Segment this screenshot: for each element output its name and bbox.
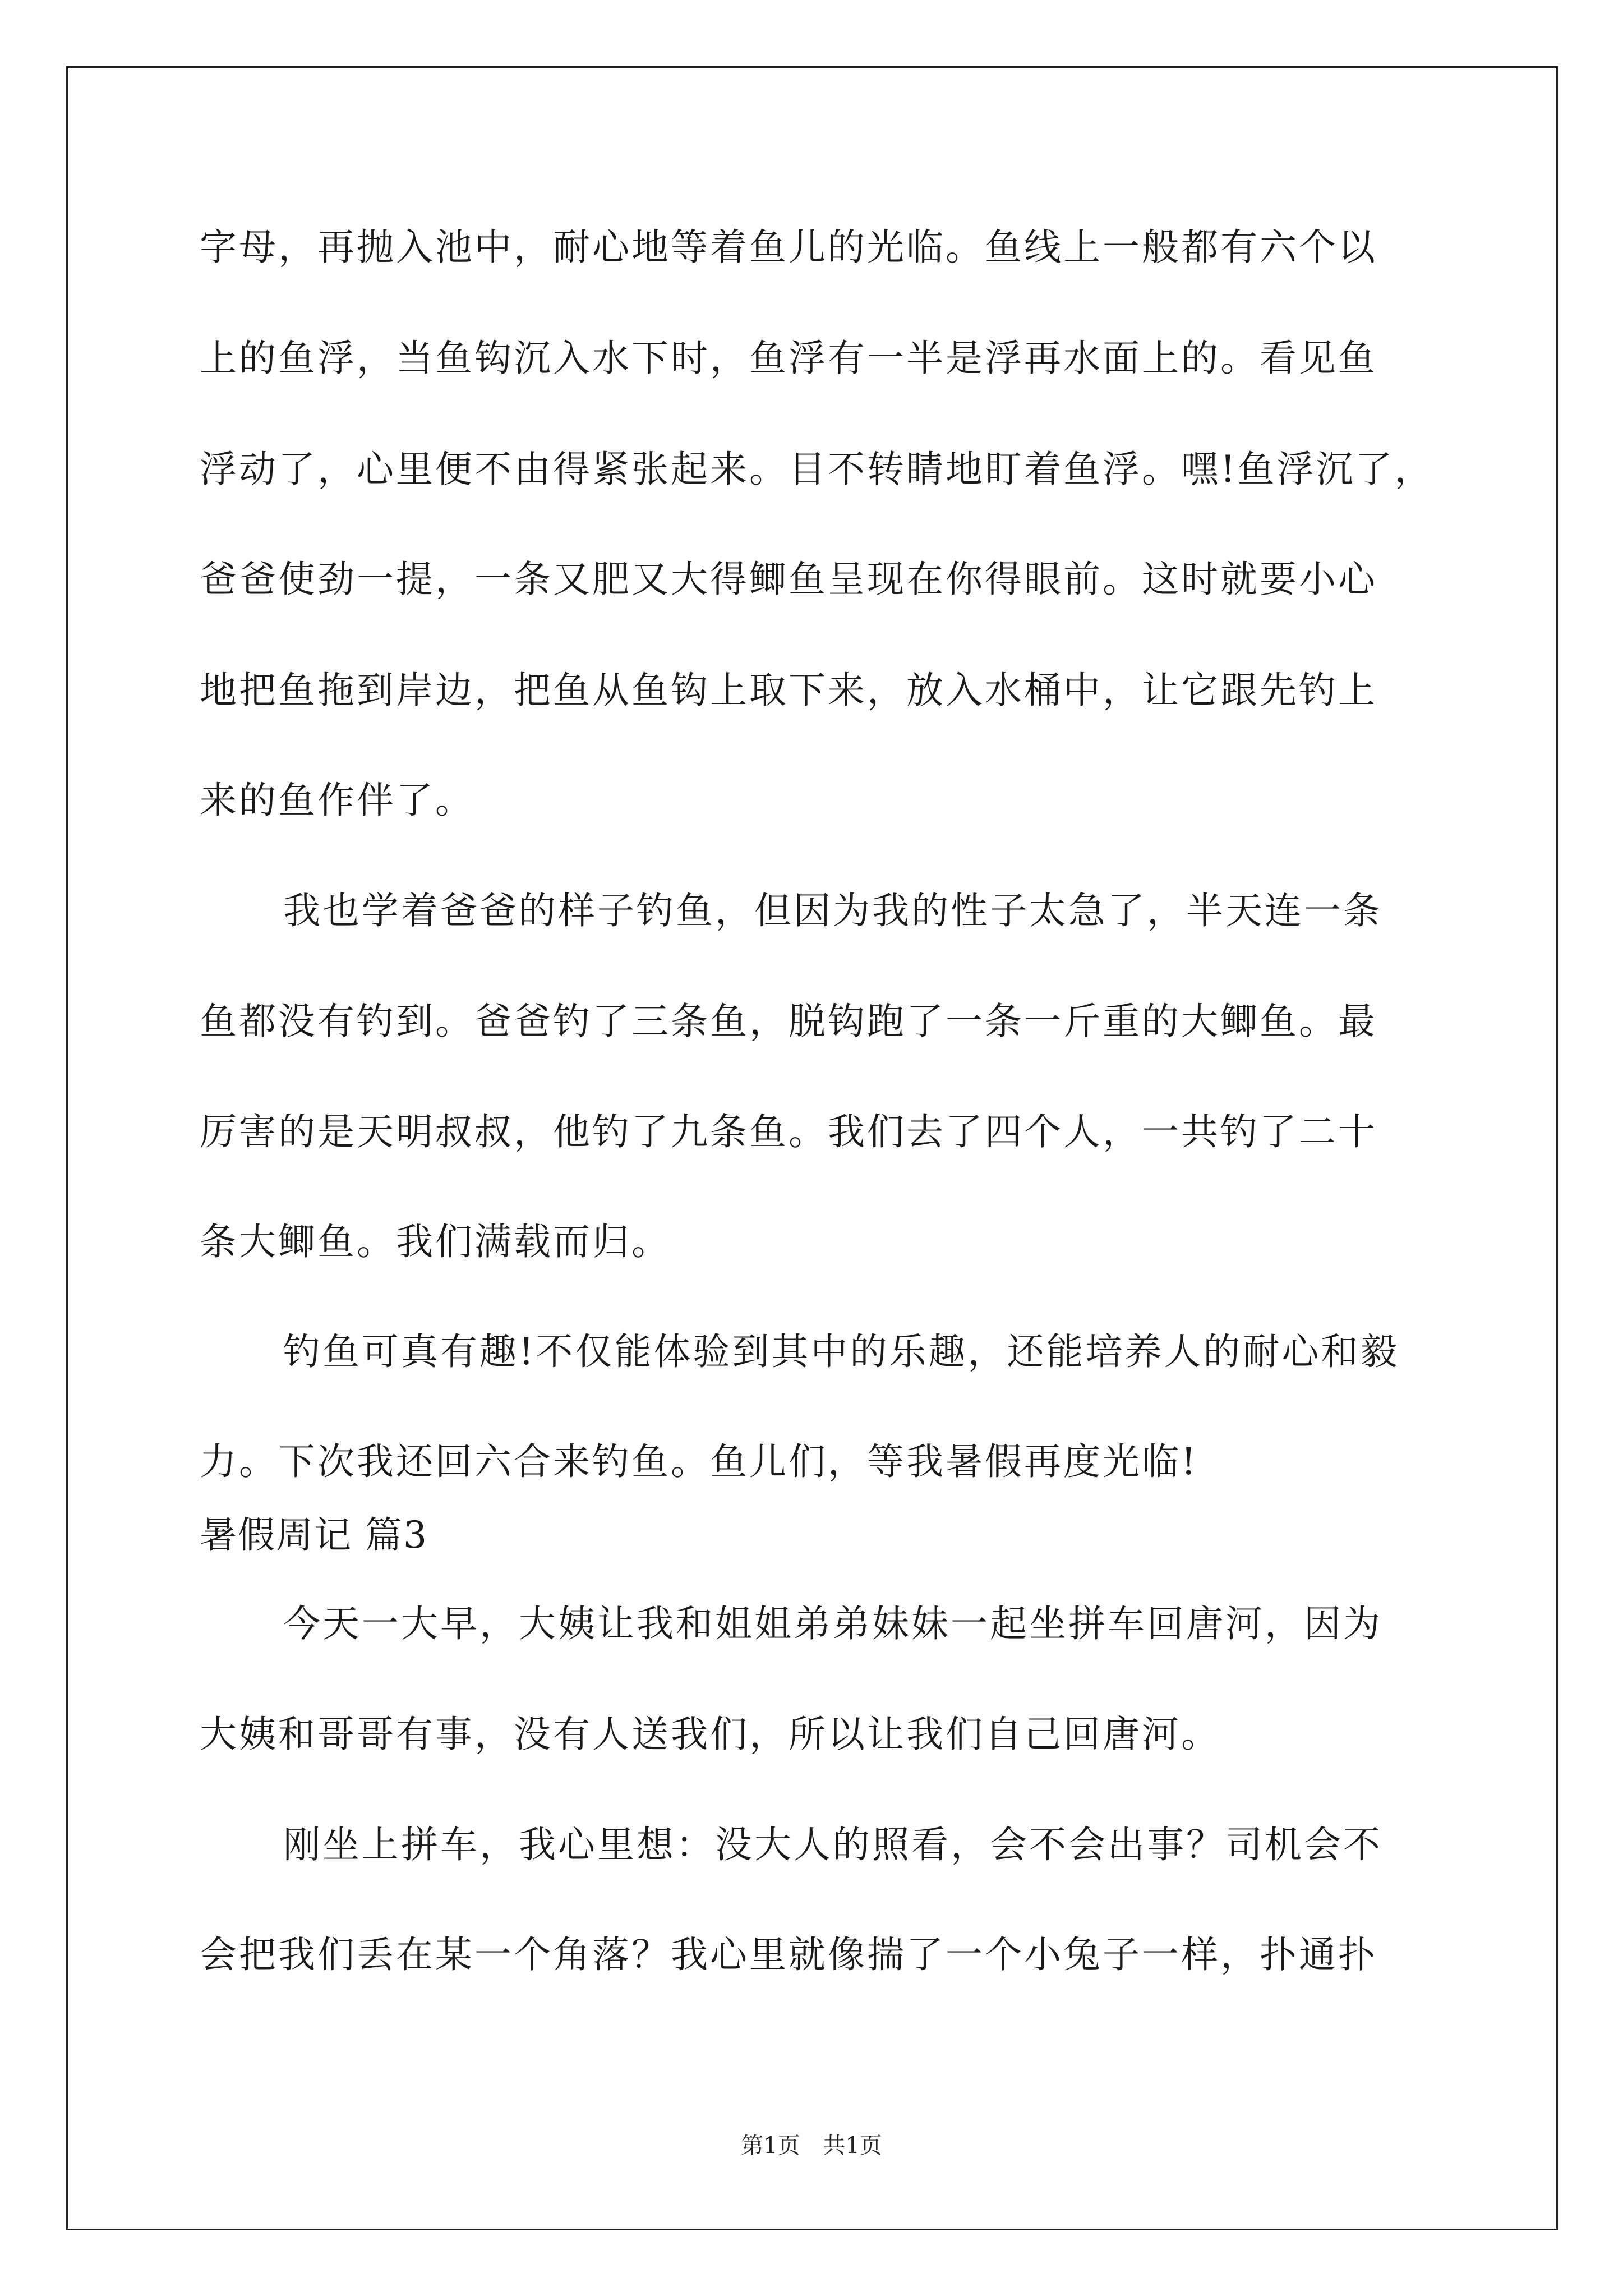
text-line: 上的鱼浮，当鱼钩沉入水下时，鱼浮有一半是浮再水面上的。看见鱼 (200, 337, 1377, 380)
page-total: 共1页 (823, 2133, 882, 2159)
text-line: 力。下次我还回六合来钓鱼。鱼儿们，等我暑假再度光临! (200, 1440, 1198, 1483)
page-footer (0, 2132, 1623, 2160)
page-number: 第1页 (741, 2133, 800, 2159)
text-line: 浮动了，心里便不由得紧张起来。目不转睛地盯着鱼浮。嘿!鱼浮沉了， (200, 448, 1434, 491)
text-line: 条大鲫鱼。我们满载而归。 (200, 1220, 671, 1263)
text-line: 大姨和哥哥有事，没有人送我们，所以让我们自己回唐河。 (200, 1713, 1220, 1756)
text-line: 来的鱼作伴了。 (200, 779, 474, 822)
text-line: 会把我们丢在某一个角落？我心里就像揣了一个小兔子一样，扑通扑 (200, 1933, 1377, 1976)
paragraph-start: 今天一大早，大姨让我和姐姐弟弟妹妹一起坐拼车回唐河，因为 (283, 1602, 1382, 1645)
text-line: 字母，再抛入池中，耐心地等着鱼儿的光临。鱼线上一般都有六个以 (200, 226, 1377, 269)
paragraph-start: 刚坐上拼车，我心里想：没大人的照看，会不会出事？司机会不 (283, 1823, 1382, 1866)
section-heading: 暑假周记 篇3 (200, 1513, 428, 1557)
text-line: 鱼都没有钓到。爸爸钓了三条鱼，脱钩跑了一条一斤重的大鲫鱼。最 (200, 1000, 1377, 1043)
paragraph-start: 我也学着爸爸的样子钓鱼，但因为我的性子太急了，半天连一条 (283, 889, 1382, 932)
text-line: 厉害的是天明叔叔，他钓了九条鱼。我们去了四个人，一共钓了二十 (200, 1110, 1377, 1153)
text-line: 爸爸使劲一提，一条又肥又大得鲫鱼呈现在你得眼前。这时就要小心 (200, 558, 1377, 601)
paragraph-start: 钓鱼可真有趣!不仅能体验到其中的乐趣，还能培养人的耐心和毅 (283, 1330, 1400, 1373)
text-line: 地把鱼拖到岸边，把鱼从鱼钩上取下来，放入水桶中，让它跟先钓上 (200, 669, 1377, 712)
